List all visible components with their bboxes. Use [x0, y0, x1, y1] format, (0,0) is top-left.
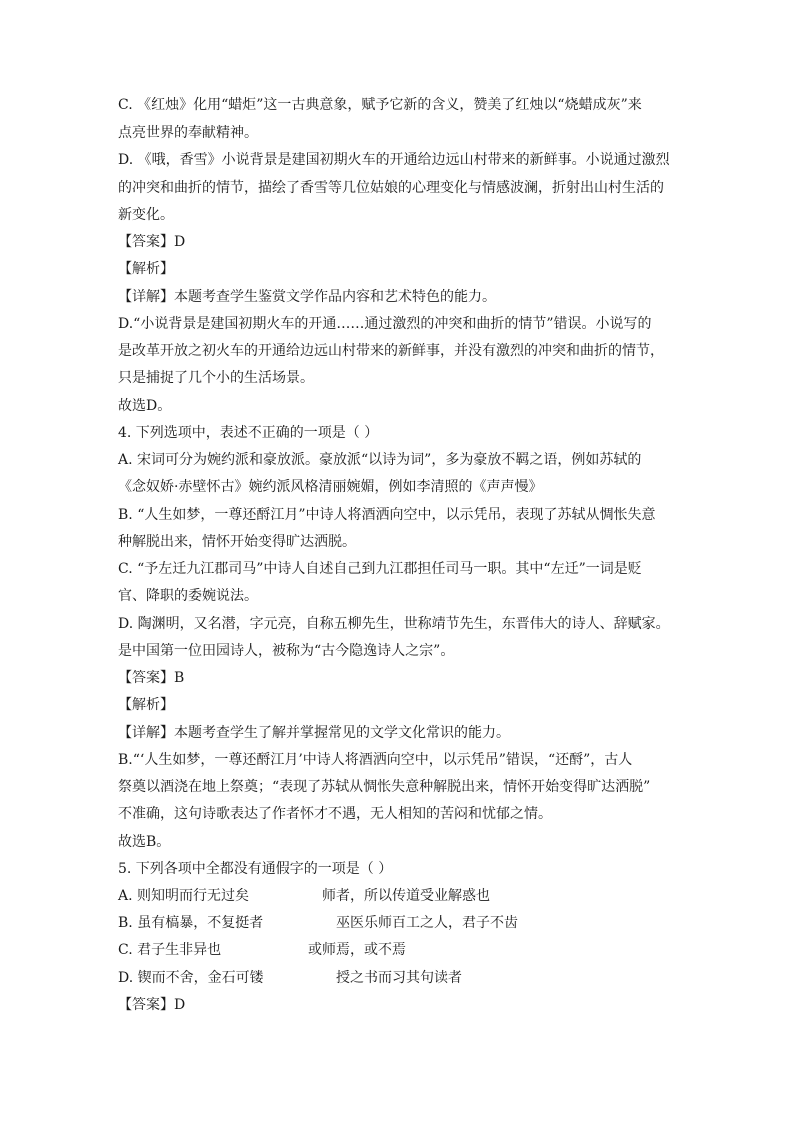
q3-detail-line1: 【详解】本题考查学生鉴赏文学作品内容和艺术特色的能力。: [118, 289, 496, 305]
q4-detail-line4: 不准确，这句诗歌表达了作者怀才不遇，无人相知的苦闷和忧郁之情。: [118, 806, 552, 822]
q5-option-d-left: D. 锲而不舍，金石可镂: [118, 970, 264, 986]
q4-stem: 4. 下列选项中，表述不正确的一项是（ ）: [118, 425, 379, 441]
q3-option-c-line2: 点亮世界的奉献精神。: [118, 125, 258, 141]
q4-analysis-label: 【解析】: [118, 697, 174, 713]
q3-detail-line3: 是改革开放之初火车的开通给边远山村带来的新鲜事，并没有激烈的冲突和曲折的情节，: [118, 343, 664, 359]
q4-option-c-line2: 官、降职的委婉说法。: [118, 588, 258, 604]
q4-option-b-line1: B. “人生如梦，一尊还酹江月”中诗人将酒洒向空中，以示凭吊，表现了苏轼从惆怅失意: [118, 507, 656, 523]
q4-answer: 【答案】B: [118, 670, 185, 686]
q5-answer: 【答案】D: [118, 997, 186, 1013]
q3-analysis-label: 【解析】: [118, 261, 174, 277]
q4-detail-line3: 祭奠以酒浇在地上祭奠；“表现了苏轼从惆怅失意种解脱出来，情怀开始变得旷达洒脱”: [118, 779, 651, 795]
q4-option-b-line2: 种解脱出来，情怀开始变得旷达洒脱。: [118, 534, 356, 550]
q4-conclusion: 故选B。: [118, 834, 171, 850]
q3-answer: 【答案】D: [118, 234, 186, 250]
q4-option-d-line2: 是中国第一位田园诗人，被称为“古今隐逸诗人之宗”。: [118, 643, 455, 659]
q5-option-d-right: 授之书而习其句读者: [336, 970, 462, 986]
q3-detail-line2: D.“小说背景是建国初期火车的开通……通过激烈的冲突和曲折的情节”错误。小说写的: [118, 316, 652, 332]
q4-detail-line1: 【详解】本题考查学生了解并掌握常见的文学文化常识的能力。: [118, 725, 510, 741]
q3-conclusion: 故选D。: [118, 398, 172, 414]
q5-stem: 5. 下列各项中全都没有通假字的一项是（ ）: [118, 861, 393, 877]
q5-option-a-right: 师者，所以传道受业解惑也: [322, 888, 490, 904]
q5-option-a-left: A. 则知明而行无过矣: [118, 888, 250, 904]
q5-option-b-left: B. 虽有槁暴，不复挺者: [118, 915, 264, 931]
q3-detail-line4: 只是捕捉了几个小的生活场景。: [118, 370, 314, 386]
q4-option-a-line1: A. 宋词可分为婉约派和豪放派。豪放派“以诗为词”，多为豪放不羁之语，例如苏轼的: [118, 452, 642, 468]
q3-option-d-line1: D. 《哦，香雪》小说背景是建国初期火车的开通给边远山村带来的新鲜事。小说通过激烈: [118, 152, 670, 168]
q3-option-d-line2: 的冲突和曲折的情节，描绘了香雪等几位姑娘的心理变化与情感波澜，折射出山村生活的: [118, 180, 664, 196]
q4-option-c-line1: C. “予左迁九江郡司马”中诗人自述自己到九江郡担任司马一职。其中“左迁”一词是贬: [118, 561, 642, 577]
q4-option-d-line1: D. 陶渊明，又名潜，字元亮，自称五柳先生，世称靖节先生，东晋伟大的诗人、辞赋家。: [118, 616, 670, 632]
q4-option-a-line2: 《念奴娇·赤壁怀古》婉约派风格清丽婉媚，例如李清照的《声声慢》: [118, 479, 543, 495]
q3-option-c-line1: C. 《红烛》化用“蜡炬”这一古典意象，赋予它新的含义，赞美了红烛以“烧蜡成灰”来: [118, 97, 642, 113]
q3-option-d-line3: 新变化。: [118, 207, 174, 223]
q5-option-c-left: C. 君子生非异也: [118, 942, 222, 958]
q5-option-b-right: 巫医乐师百工之人，君子不齿: [336, 915, 518, 931]
q4-detail-line2: B.“‘人生如梦，一尊还酹江月’中诗人将酒洒向空中，以示凭吊”错误，“还酹”，古人: [118, 752, 633, 768]
q5-option-c-right: 或师焉，或不焉: [308, 942, 406, 958]
